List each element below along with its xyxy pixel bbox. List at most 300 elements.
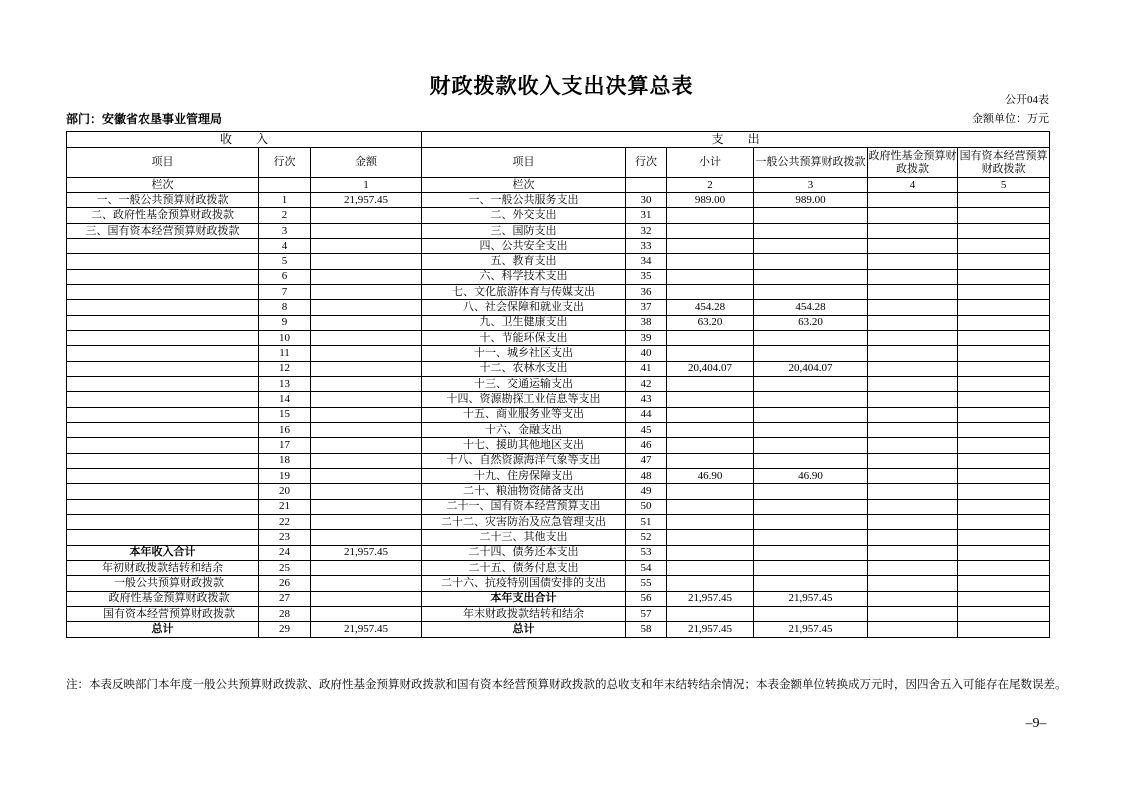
table-row (67, 545, 1050, 560)
income-line-cell: 28 (259, 606, 311, 621)
income-amount-cell (311, 453, 422, 468)
column-header-row (67, 148, 1050, 178)
income-item-cell (67, 438, 259, 453)
table-row (67, 300, 1050, 315)
expenditure-gov-fund-cell (868, 269, 958, 284)
expenditure-subtotal-cell (667, 453, 754, 468)
expenditure-line-cell: 55 (626, 576, 667, 591)
expenditure-subtotal-cell (667, 560, 754, 575)
expenditure-item-cell: 十三、交通运输支出 (422, 376, 626, 391)
income-amount-cell (311, 606, 422, 621)
expenditure-general-budget-cell: 21,957.45 (754, 622, 868, 637)
expenditure-item-cell: 十七、援助其他地区支出 (422, 438, 626, 453)
expenditure-subtotal-cell: 63.20 (667, 315, 754, 330)
income-amount-cell (311, 407, 422, 422)
income-amount-cell (311, 254, 422, 269)
table-row (67, 193, 1050, 208)
income-item-cell: 一般公共预算财政拨款 (67, 576, 259, 591)
expenditure-line-cell: 42 (626, 376, 667, 391)
expenditure-subtotal-cell (667, 254, 754, 269)
expenditure-subtotal-cell (667, 330, 754, 345)
expenditure-general-budget-cell (754, 606, 868, 621)
income-item-cell (67, 284, 259, 299)
income-line-cell: 12 (259, 361, 311, 376)
expenditure-general-budget-cell (754, 499, 868, 514)
expenditure-subtotal-cell (667, 484, 754, 499)
income-item-cell (67, 468, 259, 483)
expenditure-line-cell: 38 (626, 315, 667, 330)
expenditure-gov-fund-cell (868, 254, 958, 269)
expenditure-gov-fund-cell (868, 330, 958, 345)
expenditure-state-capital-cell (958, 622, 1050, 637)
expenditure-gov-fund-cell (868, 468, 958, 483)
expenditure-lanci-statecap: 5 (958, 178, 1050, 193)
expenditure-state-capital-cell (958, 315, 1050, 330)
income-item-cell: 政府性基金预算财政拨款 (67, 591, 259, 606)
income-line-cell: 21 (259, 499, 311, 514)
income-amount-cell (311, 591, 422, 606)
expenditure-state-capital-cell (958, 361, 1050, 376)
table-row (67, 238, 1050, 253)
income-line-cell: 6 (259, 269, 311, 284)
expenditure-general-budget-cell (754, 330, 868, 345)
expenditure-state-capital-header: 国有资本经营预算财政拨款 (958, 148, 1050, 178)
expenditure-line-cell: 41 (626, 361, 667, 376)
income-line-cell: 29 (259, 622, 311, 637)
budget-table (66, 131, 1050, 638)
income-item-cell (67, 422, 259, 437)
expenditure-line-cell: 50 (626, 499, 667, 514)
expenditure-general-budget-cell (754, 392, 868, 407)
income-item-cell: 一、一般公共预算财政拨款 (67, 193, 259, 208)
income-item-cell: 国有资本经营预算财政拨款 (67, 606, 259, 621)
footnote: 注：本表反映部门本年度一般公共预算财政拨款、政府性基金预算财政拨款和国有资本经营预算财政拨款的总收支和年末结转结余情况；本表金额单位转换成万元时，因四舍五入可能存在尾数误差。 (66, 679, 1067, 691)
income-amount-cell (311, 499, 422, 514)
expenditure-item-cell: 二十三、其他支出 (422, 530, 626, 545)
income-amount-cell (311, 438, 422, 453)
income-item-cell (67, 300, 259, 315)
expenditure-line-cell: 45 (626, 422, 667, 437)
expenditure-item-cell: 二十二、灾害防治及应急管理支出 (422, 514, 626, 529)
income-amount-cell (311, 361, 422, 376)
expenditure-item-cell: 十五、商业服务业等支出 (422, 407, 626, 422)
income-amount-cell (311, 284, 422, 299)
income-amount-cell (311, 560, 422, 575)
income-amount-cell (311, 422, 422, 437)
table-row (67, 407, 1050, 422)
expenditure-line-cell: 36 (626, 284, 667, 299)
income-amount-cell (311, 530, 422, 545)
income-item-cell: 总计 (67, 622, 259, 637)
expenditure-item-cell: 十八、自然资源海洋气象等支出 (422, 453, 626, 468)
expenditure-lanci-govfund: 4 (868, 178, 958, 193)
expenditure-line-cell: 54 (626, 560, 667, 575)
expenditure-subtotal-cell (667, 392, 754, 407)
expenditure-subtotal-cell (667, 606, 754, 621)
expenditure-general-budget-cell (754, 407, 868, 422)
income-item-cell: 二、政府性基金预算财政拨款 (67, 208, 259, 223)
income-line-cell: 4 (259, 238, 311, 253)
income-item-cell (67, 392, 259, 407)
table-row (67, 468, 1050, 483)
expenditure-subtotal-cell: 20,404.07 (667, 361, 754, 376)
expenditure-line-cell: 30 (626, 193, 667, 208)
expenditure-subtotal-cell (667, 407, 754, 422)
income-item-cell (67, 330, 259, 345)
expenditure-general-budget-cell (754, 530, 868, 545)
expenditure-item-cell: 总计 (422, 622, 626, 637)
income-amount-cell (311, 330, 422, 345)
table-row (67, 284, 1050, 299)
income-line-cell: 7 (259, 284, 311, 299)
expenditure-item-cell: 本年支出合计 (422, 591, 626, 606)
expenditure-subtotal-cell (667, 238, 754, 253)
income-lanci-line (259, 178, 311, 193)
income-item-cell (67, 346, 259, 361)
income-amount-cell (311, 300, 422, 315)
expenditure-project-header: 项目 (422, 148, 626, 178)
expenditure-subtotal-cell: 21,957.45 (667, 622, 754, 637)
expenditure-subtotal-cell (667, 545, 754, 560)
expenditure-gov-fund-cell (868, 376, 958, 391)
expenditure-general-budget-cell (754, 514, 868, 529)
expenditure-gov-fund-cell (868, 606, 958, 621)
expenditure-line-cell: 49 (626, 484, 667, 499)
expenditure-gov-fund-cell (868, 238, 958, 253)
table-row (67, 499, 1050, 514)
expenditure-subtotal-cell (667, 530, 754, 545)
income-item-cell (67, 376, 259, 391)
expenditure-general-budget-cell: 46.90 (754, 468, 868, 483)
expenditure-general-budget-header: 一般公共预算财政拨款 (754, 148, 868, 178)
expenditure-general-budget-cell (754, 208, 868, 223)
expenditure-state-capital-cell (958, 499, 1050, 514)
expenditure-line-cell: 39 (626, 330, 667, 345)
expenditure-line-cell: 35 (626, 269, 667, 284)
expenditure-state-capital-cell (958, 254, 1050, 269)
income-amount-cell (311, 223, 422, 238)
expenditure-state-capital-cell (958, 591, 1050, 606)
expenditure-gov-fund-cell (868, 300, 958, 315)
expenditure-line-cell: 32 (626, 223, 667, 238)
income-item-cell (67, 315, 259, 330)
expenditure-line-cell: 40 (626, 346, 667, 361)
expenditure-gov-fund-cell (868, 576, 958, 591)
expenditure-general-budget-cell: 454.28 (754, 300, 868, 315)
expenditure-item-cell: 五、教育支出 (422, 254, 626, 269)
table-row (67, 223, 1050, 238)
expenditure-gov-fund-cell (868, 193, 958, 208)
expenditure-item-cell: 二十四、债务还本支出 (422, 545, 626, 560)
income-amount-cell (311, 376, 422, 391)
expenditure-item-cell: 二、外交支出 (422, 208, 626, 223)
expenditure-gov-fund-cell (868, 453, 958, 468)
income-line-cell: 17 (259, 438, 311, 453)
expenditure-general-budget-cell (754, 269, 868, 284)
expenditure-state-capital-cell (958, 407, 1050, 422)
expenditure-subtotal-cell (667, 223, 754, 238)
income-item-cell (67, 499, 259, 514)
table-row (67, 514, 1050, 529)
expenditure-item-cell: 八、社会保障和就业支出 (422, 300, 626, 315)
expenditure-line-header: 行次 (626, 148, 667, 178)
income-amount-cell (311, 484, 422, 499)
expenditure-item-cell: 十六、金融支出 (422, 422, 626, 437)
income-amount-cell (311, 576, 422, 591)
expenditure-line-cell: 33 (626, 238, 667, 253)
expenditure-gov-fund-cell (868, 530, 958, 545)
expenditure-line-cell: 37 (626, 300, 667, 315)
income-line-cell: 2 (259, 208, 311, 223)
income-line-cell: 23 (259, 530, 311, 545)
expenditure-gov-fund-cell (868, 223, 958, 238)
expenditure-state-capital-cell (958, 530, 1050, 545)
expenditure-state-capital-cell (958, 606, 1050, 621)
table-row (67, 254, 1050, 269)
expenditure-general-budget-cell (754, 576, 868, 591)
expenditure-state-capital-cell (958, 208, 1050, 223)
expenditure-line-cell: 58 (626, 622, 667, 637)
expenditure-subtotal-cell: 454.28 (667, 300, 754, 315)
expenditure-line-cell: 47 (626, 453, 667, 468)
income-line-cell: 18 (259, 453, 311, 468)
expenditure-line-cell: 51 (626, 514, 667, 529)
table-row (67, 315, 1050, 330)
table-row (67, 591, 1050, 606)
expenditure-gov-fund-header: 政府性基金预算财政拨款 (868, 148, 958, 178)
expenditure-item-cell: 十、节能环保支出 (422, 330, 626, 345)
expenditure-general-budget-cell (754, 284, 868, 299)
expenditure-line-cell: 46 (626, 438, 667, 453)
department-label: 部门：安徽省农垦事业管理局 (66, 112, 223, 126)
table-row (67, 361, 1050, 376)
income-line-cell: 24 (259, 545, 311, 560)
income-amount-cell (311, 468, 422, 483)
income-item-cell (67, 514, 259, 529)
column-index-row (67, 178, 1050, 193)
expenditure-state-capital-cell (958, 269, 1050, 284)
expenditure-subtotal-cell (667, 284, 754, 299)
income-line-cell: 20 (259, 484, 311, 499)
table-row (67, 330, 1050, 345)
expenditure-general-budget-cell (754, 346, 868, 361)
table-row (67, 530, 1050, 545)
income-item-cell (67, 269, 259, 284)
expenditure-subtotal-cell (667, 499, 754, 514)
table-row (67, 576, 1050, 591)
expenditure-state-capital-cell (958, 300, 1050, 315)
expenditure-gov-fund-cell (868, 622, 958, 637)
income-section-header: 收 入 (67, 132, 422, 148)
expenditure-gov-fund-cell (868, 208, 958, 223)
income-line-cell: 13 (259, 376, 311, 391)
expenditure-general-budget-cell (754, 254, 868, 269)
table-row (67, 346, 1050, 361)
expenditure-general-budget-cell (754, 376, 868, 391)
expenditure-gov-fund-cell (868, 484, 958, 499)
income-line-cell: 22 (259, 514, 311, 529)
expenditure-item-cell: 十一、城乡社区支出 (422, 346, 626, 361)
expenditure-general-budget-cell: 63.20 (754, 315, 868, 330)
income-lanci-amount: 1 (311, 178, 422, 193)
expenditure-item-cell: 四、公共安全支出 (422, 238, 626, 253)
income-line-cell: 27 (259, 591, 311, 606)
expenditure-state-capital-cell (958, 223, 1050, 238)
income-item-cell (67, 238, 259, 253)
expenditure-state-capital-cell (958, 545, 1050, 560)
expenditure-item-cell: 十九、住房保障支出 (422, 468, 626, 483)
expenditure-item-cell: 二十五、债务付息支出 (422, 560, 626, 575)
table-code: 公开04表 (1005, 94, 1049, 106)
income-amount-cell (311, 392, 422, 407)
income-line-cell: 10 (259, 330, 311, 345)
expenditure-general-budget-cell (754, 422, 868, 437)
income-line-cell: 16 (259, 422, 311, 437)
table-row (67, 622, 1050, 637)
income-amount-cell: 21,957.45 (311, 622, 422, 637)
income-amount-cell (311, 269, 422, 284)
expenditure-line-cell: 34 (626, 254, 667, 269)
table-row (67, 484, 1050, 499)
expenditure-gov-fund-cell (868, 438, 958, 453)
expenditure-state-capital-cell (958, 484, 1050, 499)
expenditure-gov-fund-cell (868, 591, 958, 606)
income-line-header: 行次 (259, 148, 311, 178)
expenditure-state-capital-cell (958, 330, 1050, 345)
expenditure-section-header: 支 出 (422, 132, 1050, 148)
income-line-cell: 8 (259, 300, 311, 315)
expenditure-gov-fund-cell (868, 284, 958, 299)
income-amount-cell (311, 514, 422, 529)
expenditure-state-capital-cell (958, 438, 1050, 453)
expenditure-general-budget-cell: 20,404.07 (754, 361, 868, 376)
expenditure-item-cell: 年末财政拨款结转和结余 (422, 606, 626, 621)
expenditure-subtotal-cell (667, 576, 754, 591)
expenditure-item-cell: 二十一、国有资本经营预算支出 (422, 499, 626, 514)
expenditure-line-cell: 56 (626, 591, 667, 606)
expenditure-state-capital-cell (958, 346, 1050, 361)
income-line-cell: 15 (259, 407, 311, 422)
expenditure-item-cell: 三、国防支出 (422, 223, 626, 238)
expenditure-line-cell: 52 (626, 530, 667, 545)
table-row (67, 438, 1050, 453)
expenditure-general-budget-cell (754, 545, 868, 560)
page-title: 财政拨款收入支出决算总表 (429, 75, 694, 98)
expenditure-gov-fund-cell (868, 407, 958, 422)
income-item-cell (67, 254, 259, 269)
expenditure-item-cell: 十二、农林水支出 (422, 361, 626, 376)
income-item-cell (67, 453, 259, 468)
income-amount-cell (311, 238, 422, 253)
expenditure-subtotal-cell (667, 346, 754, 361)
expenditure-gov-fund-cell (868, 392, 958, 407)
income-item-cell (67, 407, 259, 422)
income-amount-header: 金额 (311, 148, 422, 178)
expenditure-item-cell: 十四、资源勘探工业信息等支出 (422, 392, 626, 407)
table-row (67, 422, 1050, 437)
income-amount-cell (311, 208, 422, 223)
expenditure-item-cell: 九、卫生健康支出 (422, 315, 626, 330)
expenditure-lanci-label: 栏次 (422, 178, 626, 193)
expenditure-lanci-general: 3 (754, 178, 868, 193)
income-item-cell (67, 530, 259, 545)
income-line-cell: 14 (259, 392, 311, 407)
income-item-cell: 年初财政拨款结转和结余 (67, 560, 259, 575)
expenditure-item-cell: 二十、粮油物资储备支出 (422, 484, 626, 499)
expenditure-state-capital-cell (958, 376, 1050, 391)
expenditure-subtotal-cell (667, 269, 754, 284)
income-line-cell: 5 (259, 254, 311, 269)
expenditure-item-cell: 一、一般公共服务支出 (422, 193, 626, 208)
income-project-header: 项目 (67, 148, 259, 178)
expenditure-state-capital-cell (958, 468, 1050, 483)
expenditure-line-cell: 43 (626, 392, 667, 407)
income-line-cell: 25 (259, 560, 311, 575)
expenditure-item-cell: 六、科学技术支出 (422, 269, 626, 284)
income-item-cell (67, 361, 259, 376)
expenditure-general-budget-cell: 21,957.45 (754, 591, 868, 606)
income-amount-cell (311, 315, 422, 330)
table-row (67, 269, 1050, 284)
expenditure-subtotal-cell (667, 514, 754, 529)
income-amount-cell: 21,957.45 (311, 193, 422, 208)
expenditure-line-cell: 48 (626, 468, 667, 483)
expenditure-gov-fund-cell (868, 361, 958, 376)
unit-label: 金额单位：万元 (972, 113, 1049, 125)
expenditure-line-cell: 44 (626, 407, 667, 422)
expenditure-general-budget-cell (754, 484, 868, 499)
expenditure-gov-fund-cell (868, 545, 958, 560)
expenditure-line-cell: 31 (626, 208, 667, 223)
table-row (67, 453, 1050, 468)
table-row (67, 208, 1050, 223)
expenditure-state-capital-cell (958, 422, 1050, 437)
income-amount-cell (311, 346, 422, 361)
expenditure-general-budget-cell (754, 438, 868, 453)
table-row (67, 392, 1050, 407)
table-row (67, 606, 1050, 621)
expenditure-state-capital-cell (958, 560, 1050, 575)
income-line-cell: 3 (259, 223, 311, 238)
expenditure-gov-fund-cell (868, 315, 958, 330)
table-row (67, 560, 1050, 575)
income-lanci-label: 栏次 (67, 178, 259, 193)
income-item-cell: 三、国有资本经营预算财政拨款 (67, 223, 259, 238)
expenditure-gov-fund-cell (868, 422, 958, 437)
income-item-cell (67, 484, 259, 499)
expenditure-state-capital-cell (958, 576, 1050, 591)
expenditure-subtotal-cell (667, 376, 754, 391)
expenditure-line-cell: 53 (626, 545, 667, 560)
expenditure-general-budget-cell: 989.00 (754, 193, 868, 208)
income-line-cell: 19 (259, 468, 311, 483)
expenditure-general-budget-cell (754, 560, 868, 575)
expenditure-lanci-line (626, 178, 667, 193)
expenditure-state-capital-cell (958, 284, 1050, 299)
expenditure-subtotal-header: 小计 (667, 148, 754, 178)
expenditure-state-capital-cell (958, 392, 1050, 407)
expenditure-general-budget-cell (754, 453, 868, 468)
income-line-cell: 11 (259, 346, 311, 361)
expenditure-lanci-subtotal: 2 (667, 178, 754, 193)
expenditure-subtotal-cell: 46.90 (667, 468, 754, 483)
expenditure-state-capital-cell (958, 193, 1050, 208)
expenditure-state-capital-cell (958, 238, 1050, 253)
expenditure-subtotal-cell (667, 438, 754, 453)
expenditure-item-cell: 二十六、抗疫特别国债安排的支出 (422, 576, 626, 591)
income-line-cell: 9 (259, 315, 311, 330)
income-line-cell: 26 (259, 576, 311, 591)
